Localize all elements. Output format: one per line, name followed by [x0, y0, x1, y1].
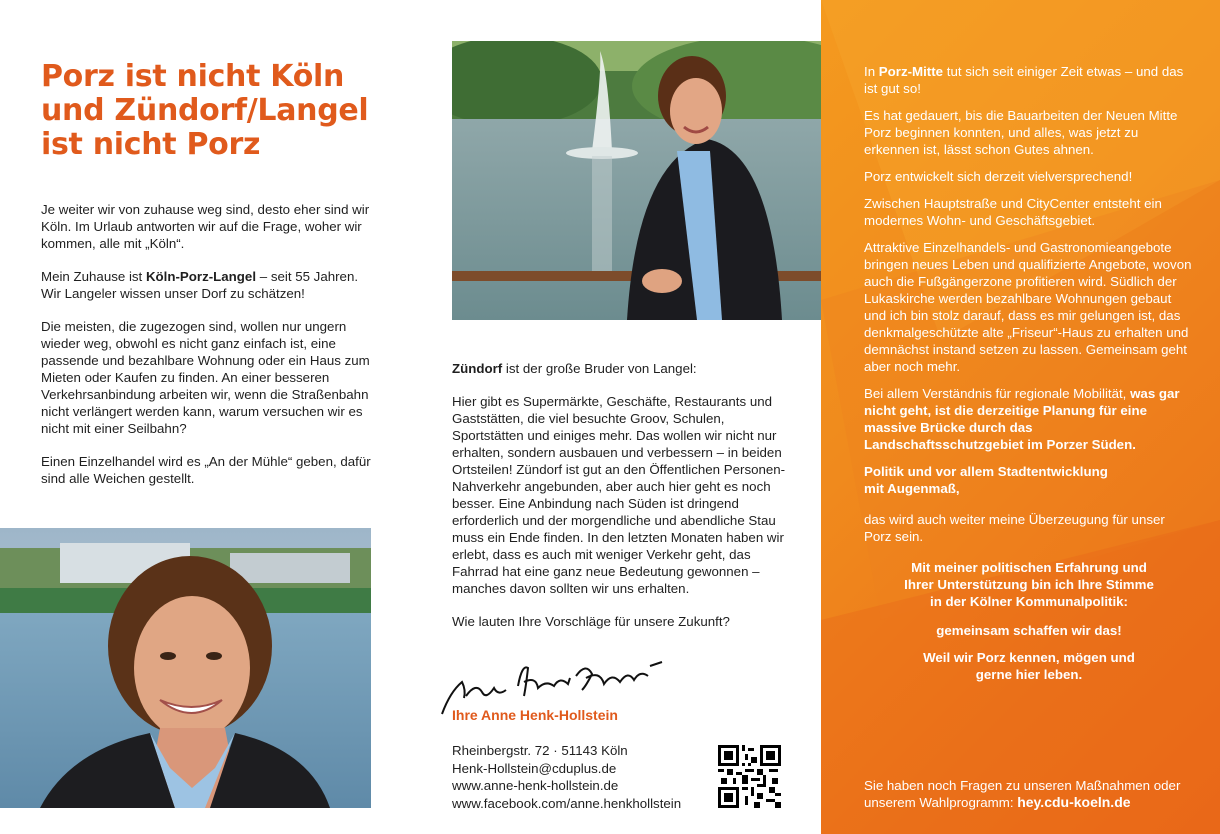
contact-facebook[interactable]: www.facebook.com/anne.henkhollstein	[452, 795, 682, 811]
middle-paragraph-2: Wie lauten Ihre Vorschläge für unsere Zukunft?	[452, 614, 730, 629]
right-p1-bold: Porz-Mitte	[878, 64, 944, 79]
footer-line-2-text: unserem Wahlprogramm:	[864, 795, 1018, 810]
left-paragraph-3: Die meisten, die zugezogen sind, wollen nur ungern wieder weg, obwohl es nicht ganz einfach ist, eine passende und bezahlbare Wohnung oder ein Haus zum Mieten oder Kaufen zu finden. An einer besseren Verkehrsanbindung arbeiten wir, wenn die Straßenbahn nicht verlängert werden kann, warum versuchen wir es nicht mit einer Seilbahn?	[41, 319, 370, 436]
closing-1-line-1: Mit meiner politischen Erfahrung und	[911, 560, 1147, 575]
closing-1-line-2: Ihrer Unterstützung bin ich Ihre Stimme	[904, 577, 1154, 592]
footer-line-1: Sie haben noch Fragen zu unseren Maßnahmen oder	[864, 778, 1181, 793]
portrait-photo-riverside	[0, 528, 371, 808]
middle-paragraph-1: Hier gibt es Supermärkte, Geschäfte, Restaurants und Gaststätten, die viel besuchte Groov, Schulen, Sportstätten und einiges mehr. Das wollen wir nicht nur erhalten, sondern ausbauen und verbessern – in beiden Ortsteilen! Zündorf ist gut an den Öffentlichen Personen-Nahverkehr angebunden, aber auch hier geht es noch besser. Eine Anbindung nach Süden ist dringend erforderlich und der morgendliche und abendliche Stau muss ein Ende finden. In den letzten Monaten haben wir erlebt, dass es auch mit weniger Verkehr geht, das Fahrrad hat eine ganz neue Bedeutung gewonnen – manches davon sollten wir uns erhalten.	[452, 394, 786, 596]
left-column	[0, 0, 410, 834]
contact-address: Rheinbergstr. 72 · 51143 Köln	[452, 743, 628, 758]
right-paragraph-1	[864, 63, 1194, 97]
portrait-photo-fountain	[452, 41, 823, 320]
footer-line-2	[864, 794, 1204, 811]
headline-line-3: ist nicht Porz	[41, 127, 261, 162]
left-body-text	[41, 201, 381, 503]
right-body-text	[864, 63, 1194, 693]
left-p2-bold: Köln-Porz-Langel	[145, 269, 257, 284]
middle-body-text	[452, 360, 792, 646]
right-paragraph-4: Zwischen Hauptstraße und CityCenter entsteht ein modernes Wohn- und Geschäftsgebiet.	[864, 196, 1162, 228]
left-paragraph-1: Je weiter wir von zuhause weg sind, desto eher sind wir Köln. Im Urlaub antworten wir auf die Frage, woher wir kommen, alle mit „Köln“.	[41, 202, 370, 251]
left-p2-text: Mein Zuhause ist	[41, 269, 146, 284]
closing-3-line-1: Weil wir Porz kennen, mögen und	[923, 650, 1135, 665]
right-paragraph-7	[864, 463, 1194, 497]
middle-intro	[452, 360, 792, 377]
right-p1-text: In	[864, 64, 879, 79]
closing-3-line-2: gerne hier leben.	[975, 667, 1083, 682]
closing-1-line-3: in der Kölner Kommunalpolitik:	[930, 594, 1128, 609]
right-p1-text-end: tut sich seit einiger Zeit etwas – und das ist gut so!	[864, 64, 1184, 96]
middle-intro-bold: Zündorf	[452, 361, 503, 376]
middle-intro-rest: ist der große Bruder von Langel:	[502, 361, 697, 376]
right-paragraph-6	[864, 385, 1194, 453]
closing-statement-1	[864, 559, 1194, 610]
headline	[41, 60, 401, 162]
closing-statement-2: gemeinsam schaffen wir das!	[936, 623, 1122, 638]
right-p6-bold: was gar nicht geht, ist die derzeitige Planung für eine massive Brücke durch das Landschaftsschutzgebiet im Porzer Süden.	[864, 386, 1180, 452]
signoff-name: Ihre Anne Henk-Hollstein	[452, 707, 618, 723]
right-footer	[864, 777, 1204, 811]
closing-statement-3	[864, 649, 1194, 683]
right-paragraph-3: Porz entwickelt sich derzeit vielversprechend!	[864, 169, 1133, 184]
right-paragraph-5: Attraktive Einzelhandels- und Gastronomieangebote bringen neues Leben und qualifizierte Angebote, wovon auch die Fußgängerzone profitieren wird. Südlich der Lukaskirche werden bezahlbare Wohnungen gebaut und ich bin stolz darauf, dass es mir gelungen ist, das denkmalgeschützte alte „Friseur“-Haus zu erhalten und demnächst instand setzen zu lassen. Gemeinsam geht aber noch mehr.	[864, 240, 1192, 374]
right-paragraph-2: Es hat gedauert, bis die Bauarbeiten der Neuen Mitte Porz beginnen konnten, und alles, was jetzt zu erkennen ist, lässt schon Gutes ahnen.	[864, 108, 1178, 157]
right-p6-text: Bei allem Verständnis für regionale Mobilität,	[864, 386, 1131, 401]
left-paragraph-2	[41, 268, 381, 302]
contact-email[interactable]: Henk-Hollstein@cduplus.de	[452, 760, 617, 776]
footer-website-link[interactable]: hey.cdu-koeln.de	[1017, 794, 1131, 810]
right-p7-line-2: mit Augenmaß,	[864, 481, 960, 496]
qr-code[interactable]	[718, 745, 781, 808]
right-paragraph-8: das wird auch weiter meine Überzeugung für unser Porz sein.	[864, 512, 1165, 544]
contact-block	[452, 742, 681, 812]
headline-line-2: und Zündorf/Langel	[41, 93, 369, 128]
left-p2-text-end: – seit 55 Jahren. Wir Langeler wissen unser Dorf zu schätzen!	[41, 269, 359, 301]
contact-website[interactable]: www.anne-henk-hollstein.de	[452, 778, 619, 793]
headline-line-1: Porz ist nicht Köln	[41, 59, 345, 94]
right-p7-line-1: Politik und vor allem Stadtentwicklung	[864, 464, 1108, 479]
left-paragraph-4: Einen Einzelhandel wird es „An der Mühle“ geben, dafür sind alle Weichen gestellt.	[41, 454, 371, 486]
orange-panel	[821, 0, 1220, 834]
